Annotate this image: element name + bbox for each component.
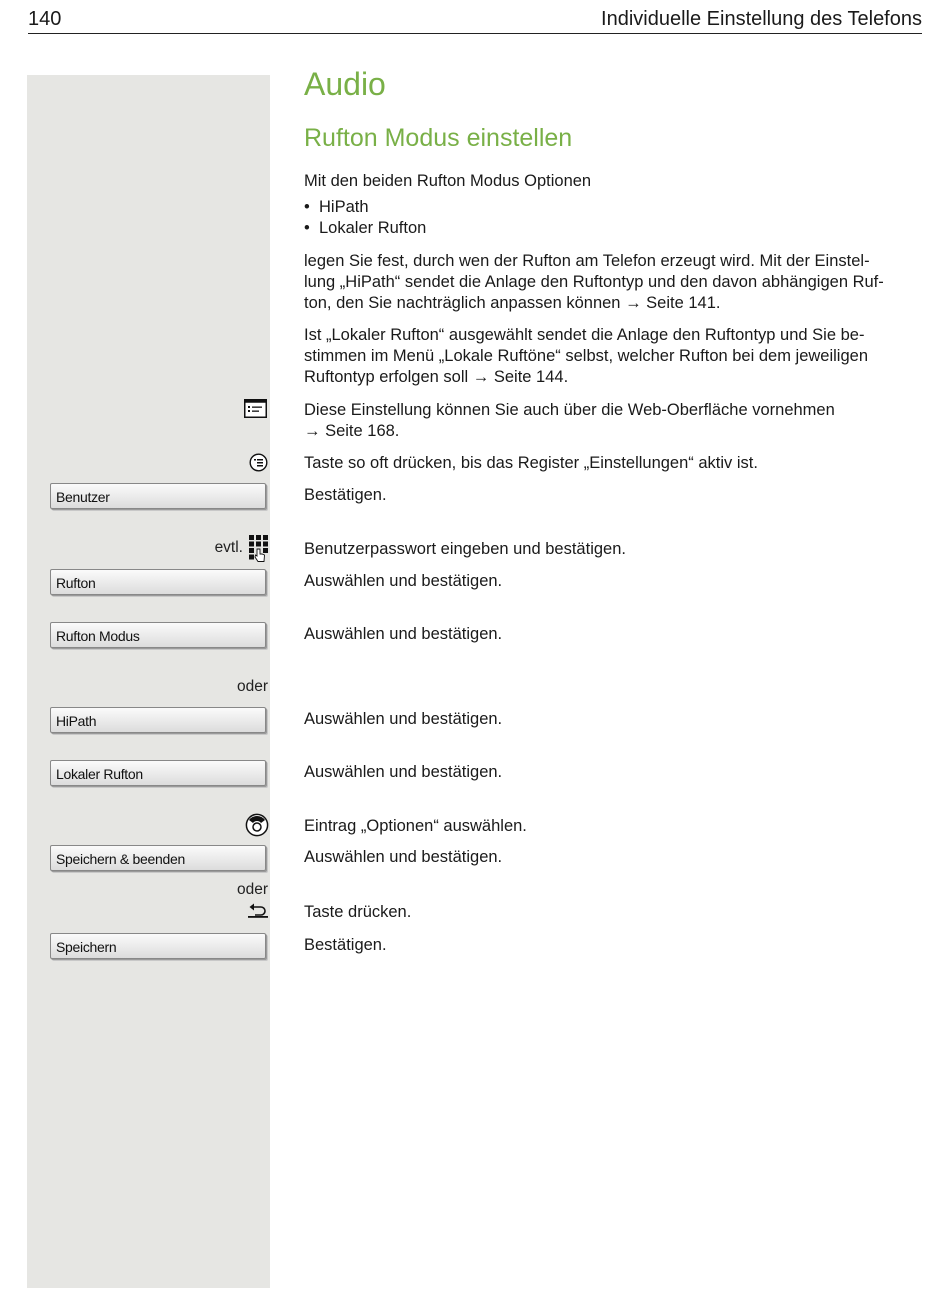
paragraph-line: Ist „Lokaler Rufton“ ausgewählt sendet die Anlage den Ruftontyp und Sie be- (304, 326, 865, 344)
optional-label: evtl. (214, 539, 243, 556)
page-header (28, 6, 922, 34)
keypad-icon (249, 535, 268, 563)
back-key-icon (248, 902, 268, 918)
step-options: Eintrag „Optionen“ auswählen. (304, 817, 527, 835)
step-select: Auswählen und bestätigen. (304, 625, 503, 643)
paragraph-line: Ruftontyp erfolgen soll → Seite 144. (304, 368, 569, 386)
benutzer-softkey[interactable]: Benutzer (50, 483, 266, 509)
paragraph-line: ton, den Sie nachträglich anpassen können → Seite 141. (304, 294, 721, 312)
speichern-beenden-softkey[interactable]: Speichern & beenden (50, 845, 266, 871)
step-back-key: Taste drücken. (304, 903, 412, 921)
running-title: Individuelle Einstellung des Telefons (601, 8, 922, 30)
hipath-softkey[interactable]: HiPath (50, 707, 266, 733)
navigator-icon (245, 813, 269, 837)
step-select: Auswählen und bestätigen. (304, 572, 503, 590)
paragraph-line: legen Sie fest, durch wen der Rufton am Telefon erzeugt wird. Mit der Einstel- (304, 252, 870, 270)
step-confirm: Bestätigen. (304, 486, 387, 504)
step-web-text: Diese Einstellung können Sie auch über die Web-Oberfläche vornehmen (304, 401, 835, 419)
section-subtitle: Rufton Modus einstellen (304, 124, 573, 152)
rufton-softkey[interactable]: Rufton (50, 569, 266, 595)
page-number: 140 (28, 8, 62, 30)
rufton-modus-softkey[interactable]: Rufton Modus (50, 622, 266, 648)
menu-key-icon (249, 453, 268, 472)
paragraph-line: stimmen im Menü „Lokale Ruftöne“ selbst, welcher Rufton bei dem jeweiligen (304, 347, 869, 365)
web-interface-icon (244, 399, 267, 418)
step-select: Auswählen und bestätigen. (304, 710, 503, 728)
step-menu-key: Taste so oft drücken, bis das Register „Einstellungen“ aktiv ist. (304, 454, 758, 472)
step-web-link: → Seite 168. (304, 422, 400, 440)
list-item: • HiPath (304, 197, 426, 218)
section-title: Audio (304, 66, 386, 102)
oder-label: oder (236, 678, 268, 695)
paragraph-line: lung „HiPath“ sendet die Anlage den Ruftontyp und den davon abhängigen Ruf- (304, 273, 884, 291)
intro-lead: Mit den beiden Rufton Modus Optionen (304, 172, 592, 190)
step-password: Benutzerpasswort eingeben und bestätigen. (304, 540, 626, 558)
option-list (304, 197, 426, 239)
step-select: Auswählen und bestätigen. (304, 763, 503, 781)
side-column (27, 75, 270, 1288)
list-item: • Lokaler Rufton (304, 218, 426, 239)
step-confirm: Bestätigen. (304, 936, 387, 954)
step-select: Auswählen und bestätigen. (304, 848, 503, 866)
speichern-softkey[interactable]: Speichern (50, 933, 266, 959)
oder-label: oder (236, 881, 268, 898)
lokaler-rufton-softkey[interactable]: Lokaler Rufton (50, 760, 266, 786)
